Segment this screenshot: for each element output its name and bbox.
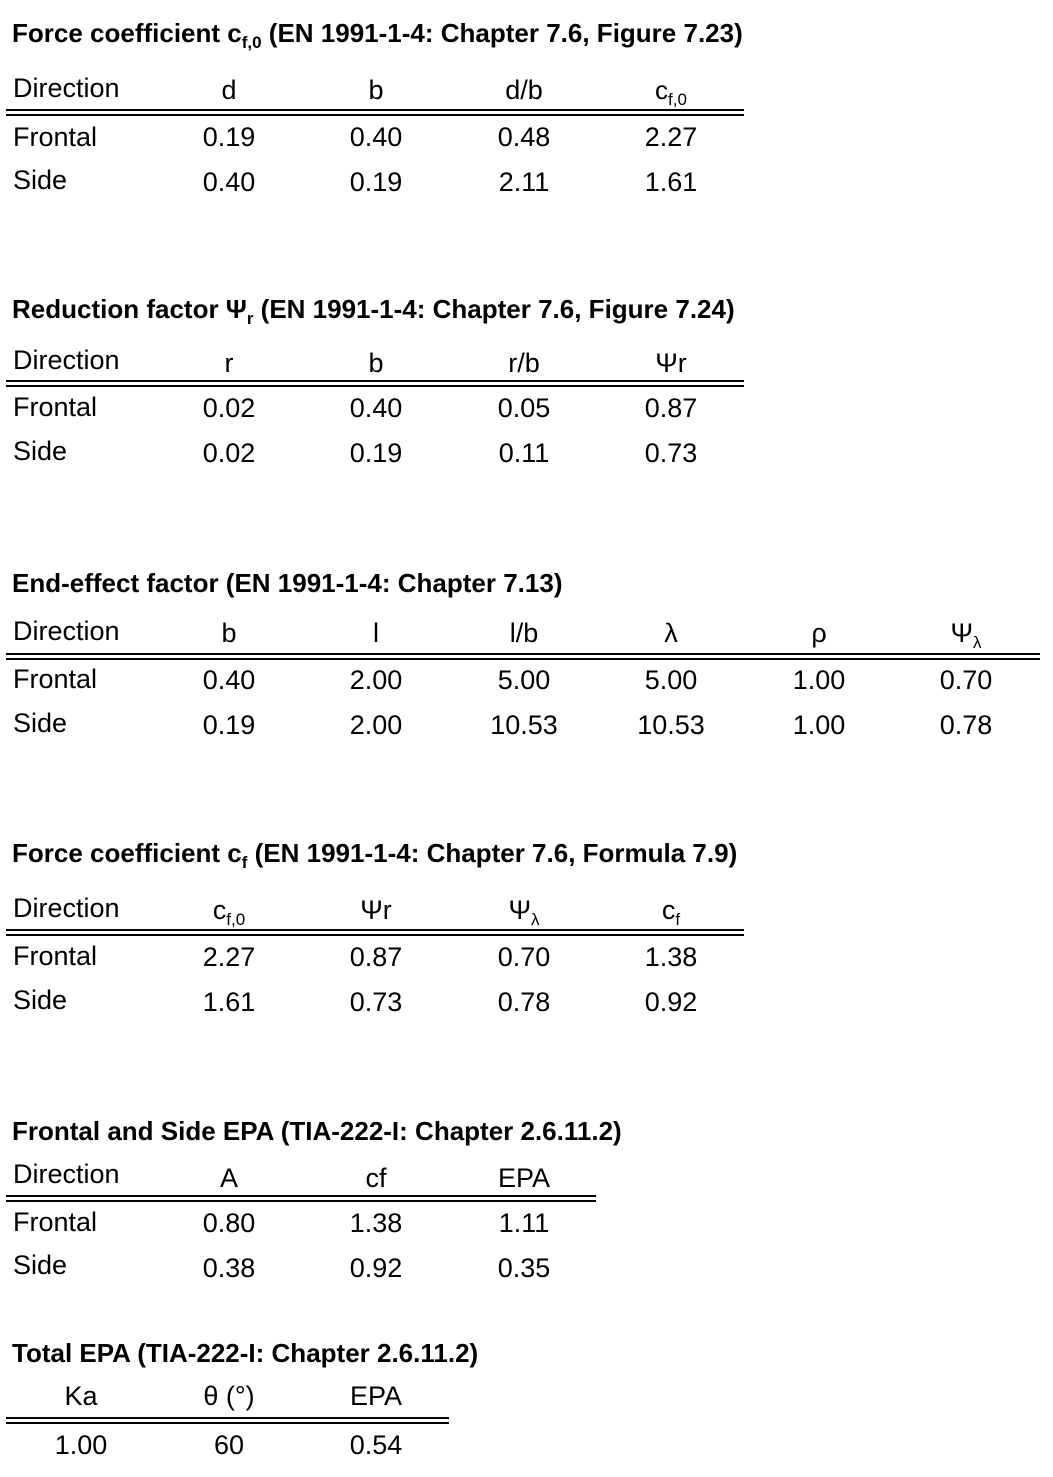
cell-value: 2.27 bbox=[644, 122, 698, 152]
header-psi-lambda: $\Psi_\lambda$ bbox=[508, 895, 540, 929]
cell-value: 0.92 bbox=[349, 1253, 403, 1283]
header-cf0: $c_{f,0}$ bbox=[655, 75, 687, 109]
header-cf: cf bbox=[365, 1163, 387, 1193]
cell-value: 0.05 bbox=[497, 393, 551, 423]
cell-value: 0.73 bbox=[644, 438, 698, 468]
header-b: b bbox=[368, 348, 384, 378]
row-label: Side bbox=[13, 165, 68, 195]
header-b: b bbox=[368, 75, 384, 105]
header-b: b bbox=[221, 618, 237, 648]
cell-value: 0.19 bbox=[349, 167, 403, 197]
header-rule-bottom bbox=[6, 1422, 449, 1424]
row-label: Frontal bbox=[13, 941, 98, 971]
header-rule-top bbox=[6, 380, 744, 382]
cell-value: 1.11 bbox=[498, 1208, 550, 1238]
header-rule-bottom bbox=[6, 114, 744, 116]
section-title-epa: Frontal and Side EPA (TIA-222-I: Chapter 2.6.11.2) bbox=[12, 1116, 622, 1146]
cell-value: 0.38 bbox=[202, 1253, 256, 1283]
cell-value: 1.00 bbox=[792, 665, 846, 695]
cell-value: 0.87 bbox=[644, 393, 698, 423]
header-rule-bottom bbox=[6, 1200, 596, 1202]
header-a: A bbox=[219, 1163, 239, 1193]
cell-value: 1.61 bbox=[644, 167, 698, 197]
cell-value: 1.38 bbox=[349, 1208, 403, 1238]
header-d: d bbox=[221, 75, 237, 105]
header-ka: Ka bbox=[64, 1381, 98, 1411]
header-direction: Direction bbox=[13, 345, 120, 375]
cell-value: 2.00 bbox=[349, 710, 403, 740]
cell-value: 0.40 bbox=[202, 167, 256, 197]
row-label: Frontal bbox=[13, 664, 98, 694]
header-rho: ρ bbox=[811, 618, 827, 648]
row-label: Side bbox=[13, 708, 68, 738]
cell-value: 0.02 bbox=[202, 438, 256, 468]
header-direction: Direction bbox=[13, 73, 120, 103]
cell-value: 0.78 bbox=[497, 987, 551, 1017]
cell-value: 10.53 bbox=[490, 710, 558, 740]
header-direction: Direction bbox=[13, 616, 120, 646]
cell-value: 0.11 bbox=[498, 438, 550, 468]
cell-value: 1.00 bbox=[792, 710, 846, 740]
header-epa: EPA bbox=[349, 1381, 403, 1411]
header-psi-r: Ψr bbox=[360, 895, 392, 925]
cell-value: 0.54 bbox=[349, 1430, 403, 1460]
cell-value: 0.92 bbox=[644, 987, 698, 1017]
row-label: Side bbox=[13, 1250, 68, 1280]
cell-value: 0.48 bbox=[497, 122, 551, 152]
cell-value: 0.40 bbox=[349, 393, 403, 423]
cell-value: 0.02 bbox=[202, 393, 256, 423]
cell-value: 60 bbox=[213, 1430, 245, 1460]
cell-value: 0.78 bbox=[939, 710, 993, 740]
header-rule-top bbox=[6, 929, 744, 931]
cell-value: 1.61 bbox=[202, 987, 256, 1017]
cell-value: 0.35 bbox=[497, 1253, 551, 1283]
cell-value: 0.19 bbox=[349, 438, 403, 468]
cell-value: 0.70 bbox=[939, 665, 993, 695]
header-rule-top bbox=[6, 1417, 449, 1419]
cell-value: 0.87 bbox=[349, 942, 403, 972]
cell-value: 0.19 bbox=[202, 122, 256, 152]
section-title-total-epa: Total EPA (TIA-222-I: Chapter 2.6.11.2) bbox=[12, 1338, 479, 1368]
cell-value: 1.00 bbox=[54, 1430, 108, 1460]
row-label: Frontal bbox=[13, 122, 98, 152]
section-title-psi-r: Reduction factor $\Psi_r$ (EN 1991-1-4: Chapter 7.6, Figure 7.24) bbox=[12, 294, 735, 328]
cell-value: 5.00 bbox=[497, 665, 551, 695]
header-rule-top bbox=[6, 109, 744, 111]
header-direction: Direction bbox=[13, 1159, 120, 1189]
cell-value: 0.40 bbox=[202, 665, 256, 695]
cell-value: 2.11 bbox=[498, 167, 550, 197]
header-rule-bottom bbox=[6, 385, 744, 387]
header-r-over-b: r/b bbox=[508, 348, 540, 378]
header-direction: Direction bbox=[13, 893, 120, 923]
header-r: r bbox=[224, 348, 234, 378]
row-label: Side bbox=[13, 436, 68, 466]
header-d-over-b: d/b bbox=[505, 75, 543, 105]
header-rule-bottom bbox=[6, 934, 744, 936]
cell-value: 10.53 bbox=[637, 710, 705, 740]
header-lambda: λ bbox=[664, 618, 678, 648]
header-theta: θ (°) bbox=[203, 1381, 255, 1411]
section-title-cf: Force coefficient $c_f$ (EN 1991-1-4: Chapter 7.6, Formula 7.9) bbox=[12, 838, 738, 872]
header-cf: $c_f$ bbox=[661, 895, 681, 929]
cell-value: 0.19 bbox=[202, 710, 256, 740]
row-label: Frontal bbox=[13, 392, 98, 422]
header-epa: EPA bbox=[497, 1163, 551, 1193]
header-cf0: $c_{f,0}$ bbox=[212, 895, 246, 929]
cell-value: 5.00 bbox=[644, 665, 698, 695]
cell-value: 0.40 bbox=[349, 122, 403, 152]
header-psi-r: Ψr bbox=[655, 348, 687, 378]
header-l-over-b: l/b bbox=[509, 618, 539, 648]
cell-value: 0.73 bbox=[349, 987, 403, 1017]
row-label: Side bbox=[13, 985, 68, 1015]
header-rule-top bbox=[6, 653, 1040, 655]
section-title-end-effect: End-effect factor (EN 1991-1-4: Chapter 7.13) bbox=[12, 568, 563, 598]
cell-value: 0.80 bbox=[202, 1208, 256, 1238]
header-rule-bottom bbox=[6, 658, 1040, 660]
header-l: l bbox=[373, 618, 379, 648]
header-rule-top bbox=[6, 1195, 596, 1197]
cell-value: 0.70 bbox=[497, 942, 551, 972]
row-label: Frontal bbox=[13, 1207, 98, 1237]
cell-value: 2.27 bbox=[202, 942, 256, 972]
header-psi-lambda: $\Psi_\lambda$ bbox=[950, 618, 982, 652]
section-title-cf0: Force coefficient $c_{f,0}$ (EN 1991-1-4: Chapter 7.6, Figure 7.23) bbox=[12, 18, 743, 52]
cell-value: 1.38 bbox=[644, 942, 698, 972]
cell-value: 2.00 bbox=[349, 665, 403, 695]
